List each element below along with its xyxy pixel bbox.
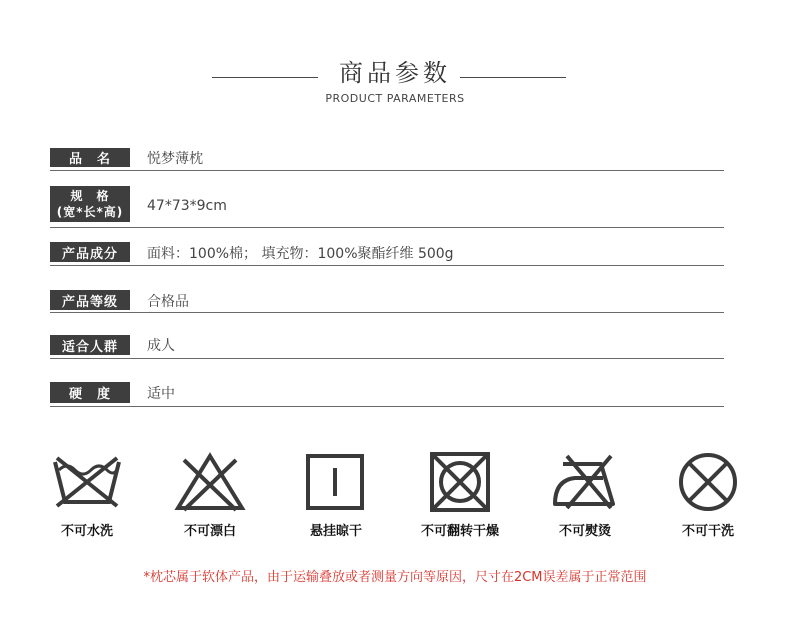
param-row-material — [50, 240, 724, 266]
page-title: 商品参数 — [339, 59, 451, 87]
care-caption: 不可熨烫 — [558, 524, 611, 539]
no-tumble-dry-icon — [420, 450, 500, 514]
row-divider — [50, 265, 724, 266]
param-row-name — [50, 146, 724, 171]
param-label: 产品成分 — [50, 242, 130, 262]
row-divider — [50, 312, 724, 313]
section-header — [0, 56, 790, 105]
header-divider-right — [460, 77, 566, 78]
param-value: 合格品 — [147, 294, 189, 310]
row-divider — [50, 358, 724, 359]
care-caption: 不可漂白 — [183, 524, 236, 539]
care-item — [530, 450, 640, 539]
no-bleach-icon — [170, 450, 250, 514]
param-value: 适中 — [147, 386, 175, 402]
row-divider — [50, 227, 724, 228]
size-tolerance-note: *枕芯属于软体产品，由于运输叠放或者测量方向等原因，尺寸在2CM误差属于正常范围 — [143, 570, 647, 585]
page-subtitle: PRODUCT PARAMETERS — [325, 92, 465, 105]
param-label: 产品等级 — [50, 290, 130, 310]
no-iron-icon — [545, 450, 625, 514]
care-caption: 不可干洗 — [681, 524, 734, 539]
param-row-size — [50, 184, 724, 228]
header-divider-left — [212, 77, 318, 78]
param-value: 悦梦薄枕 — [147, 151, 203, 167]
param-row-audience — [50, 333, 724, 359]
care-item — [155, 450, 265, 539]
param-row-firmness — [50, 380, 724, 407]
param-label — [50, 186, 130, 222]
param-label: 硬 度 — [50, 382, 130, 403]
param-value: 面料：100%棉； 填充物：100%聚酯纤维 500g — [147, 246, 454, 262]
care-caption: 不可翻转干燥 — [420, 524, 499, 539]
param-label-line1: 规 格 — [70, 189, 110, 203]
care-item — [32, 450, 142, 539]
param-label: 品 名 — [50, 148, 130, 167]
param-value: 成人 — [147, 338, 175, 354]
param-row-grade — [50, 288, 724, 313]
care-caption: 不可水洗 — [60, 524, 113, 539]
care-caption: 悬挂晾干 — [309, 524, 362, 539]
param-label: 适合人群 — [50, 335, 130, 355]
care-item — [405, 450, 515, 539]
hang-dry-icon — [296, 450, 376, 514]
no-dry-clean-icon — [668, 450, 748, 514]
param-label-line2: (宽*长*高) — [56, 205, 124, 219]
care-item — [653, 450, 763, 539]
row-divider — [50, 406, 724, 407]
care-item — [281, 450, 391, 539]
row-divider — [50, 170, 724, 171]
no-wash-icon — [47, 450, 127, 514]
param-value: 47*73*9cm — [147, 198, 227, 214]
